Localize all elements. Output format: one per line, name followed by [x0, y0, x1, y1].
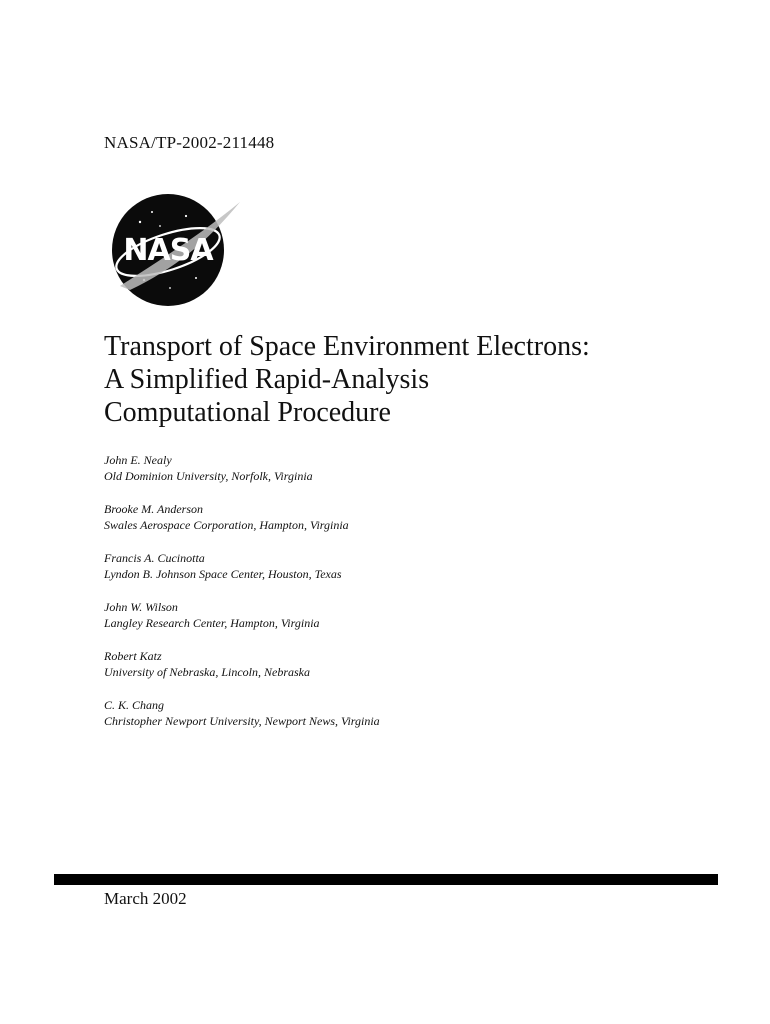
report-number: NASA/TP-2002-211448 [104, 133, 275, 152]
author-name: Francis A. Cucinotta [104, 551, 205, 565]
author-name: John W. Wilson [104, 600, 178, 614]
author-name: John E. Nealy [104, 453, 172, 467]
author-affiliation: Swales Aerospace Corporation, Hampton, Virginia [104, 518, 349, 532]
author-affiliation: Langley Research Center, Hampton, Virginia [104, 616, 320, 630]
document-title [104, 330, 724, 429]
author-entry [104, 550, 724, 582]
author-affiliation: Lyndon B. Johnson Space Center, Houston, Texas [104, 567, 342, 581]
author-name: Brooke M. Anderson [104, 502, 203, 516]
author-entry [104, 501, 724, 533]
author-entry [104, 697, 724, 729]
title-line: Computational Procedure [104, 397, 391, 428]
author-entry [104, 452, 724, 484]
author-affiliation: Old Dominion University, Norfolk, Virginia [104, 469, 313, 483]
nasa-logo [100, 190, 250, 310]
horizontal-rule [54, 874, 718, 885]
nasa-logo-text: NASA [123, 233, 213, 268]
publication-date: March 2002 [104, 889, 187, 908]
author-name: Robert Katz [104, 649, 162, 663]
author-name: C. K. Chang [104, 698, 165, 712]
author-affiliation: University of Nebraska, Lincoln, Nebraska [104, 665, 310, 679]
title-line: Transport of Space Environment Electrons: [104, 331, 590, 362]
author-affiliation: Christopher Newport University, Newport News, Virginia [104, 714, 380, 728]
author-entry [104, 648, 724, 680]
title-line: A Simplified Rapid-Analysis [104, 364, 430, 395]
nasa-meatball-icon [111, 194, 240, 306]
author-entry [104, 599, 724, 631]
author-list [104, 452, 724, 746]
